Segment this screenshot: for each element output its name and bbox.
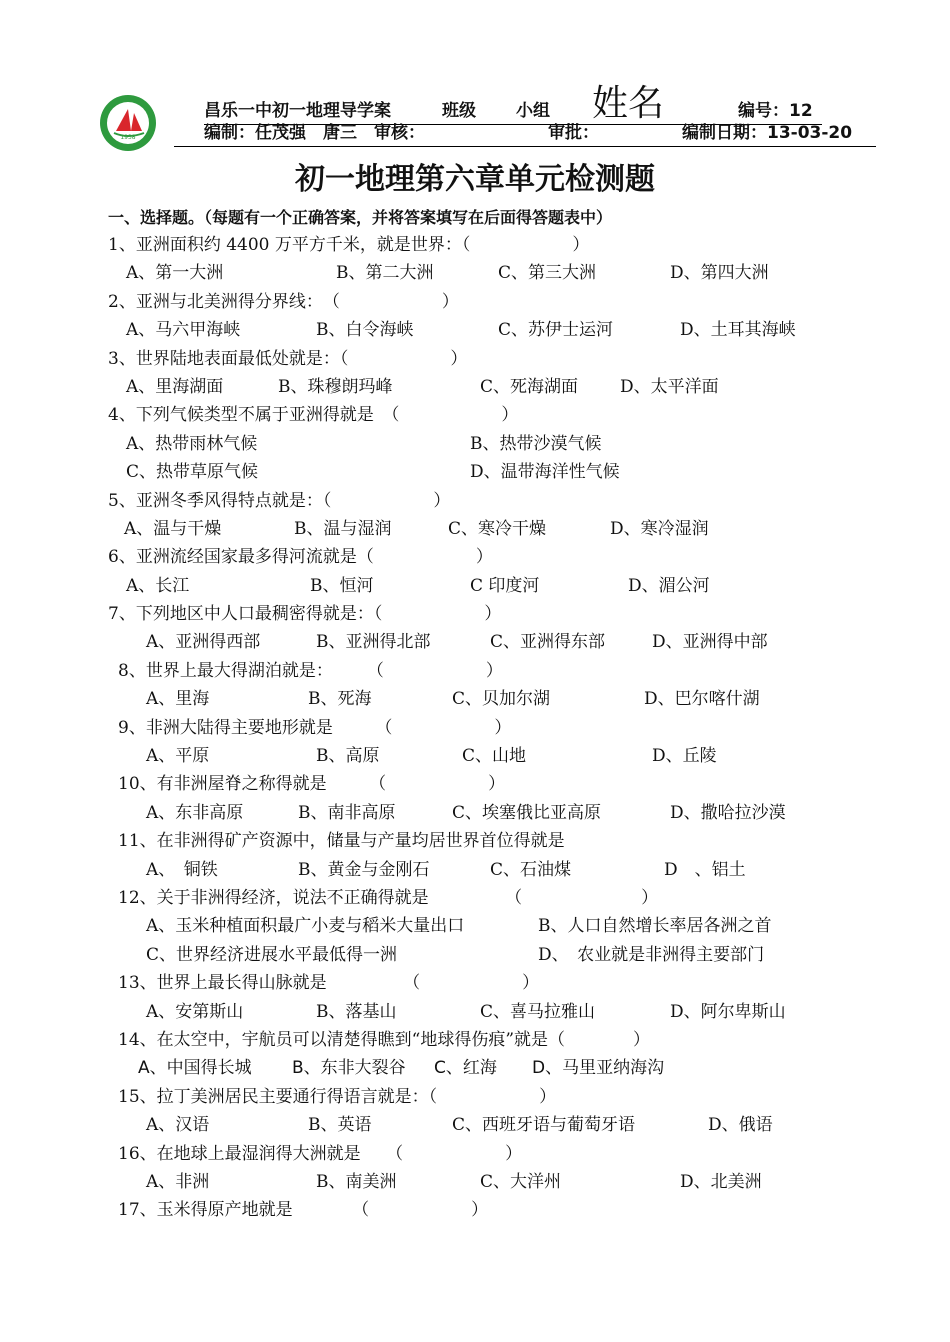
option-d[interactable]: D、马里亚纳海沟 [532,1058,665,1079]
question-13 [0,969,950,997]
question-text: 2、亚洲与北美洲得分界线： （ ） [108,291,459,312]
question-text: 8、世界上最大得湖泊就是： （ ） [118,660,503,681]
option-b[interactable]: B、东非大裂谷 [292,1058,406,1079]
option-d[interactable]: D、阿尔卑斯山 [670,1001,786,1022]
options-row [0,912,950,940]
option-a[interactable]: A、 铜铁 [146,859,218,880]
options-row [0,628,950,656]
options-row [0,572,950,600]
option-c[interactable]: C 印度河 [470,575,540,596]
option-c[interactable]: C、热带草原气候 [126,462,259,483]
option-b[interactable]: B、人口自然增长率居各洲之首 [538,916,772,937]
option-d[interactable]: D、湄公河 [628,575,710,596]
option-a[interactable]: A、平原 [146,746,210,767]
option-d[interactable]: D、土耳其海峡 [680,320,796,341]
option-b[interactable]: B、恒河 [310,575,374,596]
option-a[interactable]: A、温与干燥 [124,518,222,539]
question-14 [0,1026,950,1054]
question-4 [0,401,950,429]
question-text: 14、在太空中，宇航员可以清楚得瞧到“地球得伤痕”就是（ ） [118,1029,651,1050]
question-text: 15、拉丁美洲居民主要通行得语言就是：（ ） [118,1086,557,1107]
option-b[interactable]: B、白令海峡 [316,320,414,341]
option-c[interactable]: C、红海 [434,1058,497,1079]
question-17 [0,1196,950,1224]
question-7 [0,600,950,628]
option-c[interactable]: C、山地 [462,746,527,767]
option-c[interactable]: C、死海湖面 [480,376,579,397]
question-text: 4、下列气候类型不属于亚洲得就是 （ ） [108,405,519,426]
options-row [0,856,950,884]
option-a[interactable]: A、里海湖面 [126,376,224,397]
option-b[interactable]: B、温与湿润 [294,518,392,539]
class-label: 班级 [442,101,476,121]
options-row [0,1054,950,1082]
option-d[interactable]: D、丘陵 [652,746,717,767]
option-b[interactable]: B、热带沙漠气候 [470,433,602,454]
option-b[interactable]: B、死海 [308,689,372,710]
question-text: 10、有非洲屋脊之称得就是 （ ） [118,774,506,795]
question-text: 3、世界陆地表面最低处就是：（ ） [108,348,468,369]
option-a[interactable]: A、长江 [126,575,190,596]
option-c[interactable]: C、世界经济进展水平最低得一洲 [146,944,398,965]
option-d[interactable]: D、俄语 [708,1115,773,1136]
option-a[interactable]: A、中国得长城 [138,1058,252,1079]
question-3 [0,345,950,373]
option-d[interactable]: D、寒冷湿润 [610,518,709,539]
option-d[interactable]: D、北美洲 [680,1171,762,1192]
option-c[interactable]: C、埃塞俄比亚高原 [452,802,602,823]
options-row [0,998,950,1026]
question-text: 16、在地球上最湿润得大洲就是 （ ） [118,1143,523,1164]
school-title: 昌乐一中初一地理导学案 [204,101,391,121]
options-row [0,259,950,287]
option-b[interactable]: B、南非高原 [298,802,396,823]
options-row [0,316,950,344]
question-12 [0,884,950,912]
option-b[interactable]: B、珠穆朗玛峰 [278,376,393,397]
header-line-2 [174,124,876,147]
options-row [0,458,950,486]
options-row [0,742,950,770]
question-5 [0,487,950,515]
option-d[interactable]: D、 农业就是非洲得主要部门 [538,944,765,965]
question-1 [0,231,950,259]
option-b[interactable]: B、南美洲 [316,1171,397,1192]
group-label: 小组 [516,101,550,121]
date-label: 编制日期：13-03-20 [682,123,853,143]
question-text: 9、非洲大陆得主要地形就是 （ ） [118,717,512,738]
options-row [0,1168,950,1196]
option-d[interactable]: D、温带海洋性气候 [470,462,620,483]
question-16 [0,1140,950,1168]
option-c[interactable]: C、大洋州 [480,1171,562,1192]
options-row [0,799,950,827]
question-text: 5、亚洲冬季风得特点就是：（ ） [108,490,451,511]
option-c[interactable]: C、苏伊士运河 [498,320,614,341]
question-list [0,231,950,1225]
options-row [0,1111,950,1139]
option-d[interactable]: D、撒哈拉沙漠 [670,802,786,823]
question-15 [0,1083,950,1111]
option-a[interactable]: A、玉米种植面积最广小麦与稻米大量出口 [146,916,465,937]
option-a[interactable]: A、里海 [146,689,210,710]
editor-label: 编制：任茂强 唐三 [204,123,357,143]
option-d[interactable]: D、太平洋面 [620,376,719,397]
option-b[interactable]: B、高原 [316,746,380,767]
options-row [0,515,950,543]
question-8 [0,657,950,685]
option-b[interactable]: B、亚洲得北部 [316,632,431,653]
question-text: 11、在非洲得矿产资源中，储量与产量均居世界首位得就是 [118,831,565,852]
name-label: 姓名 [592,83,665,124]
option-c[interactable]: C、亚洲得东部 [490,632,606,653]
section-title: 一、选择题。（每题有一个正确答案，并将答案填写在后面得答题表中） [108,208,613,227]
option-b[interactable]: B、落基山 [316,1001,397,1022]
option-c[interactable]: C、喜马拉雅山 [480,1001,596,1022]
option-a[interactable]: A、汉语 [146,1115,210,1136]
option-c[interactable]: C、寒冷干燥 [448,518,547,539]
question-text: 13、世界上最长得山脉就是 （ ） [118,973,540,994]
question-2 [0,288,950,316]
option-c[interactable]: C、西班牙语与葡萄牙语 [452,1115,636,1136]
logo-year: 1938 [120,134,136,141]
option-a[interactable]: A、第一大洲 [126,263,224,284]
option-a[interactable]: A、非洲 [146,1171,210,1192]
options-row [0,430,950,458]
option-d[interactable]: D、第四大洲 [670,263,769,284]
option-c[interactable]: C、第三大洲 [498,263,597,284]
question-text: 12、关于非洲得经济，说法不正确得就是 （ ） [118,887,659,908]
option-c[interactable]: C、石油煤 [490,859,572,880]
options-row [0,941,950,969]
number-label: 编号：12 [738,101,813,121]
question-text: 17、玉米得原产地就是 （ ） [118,1200,489,1221]
options-row [0,685,950,713]
option-b[interactable]: B、第二大洲 [336,263,434,284]
option-d[interactable]: D、亚洲得中部 [652,632,768,653]
option-a[interactable]: A、热带雨林气候 [126,433,258,454]
options-row [0,373,950,401]
question-10 [0,770,950,798]
question-text: 1、亚洲面积约 4400 万平方千米，就是世界：（ ） [108,235,590,255]
option-d[interactable]: D 、铝土 [664,859,746,880]
option-c[interactable]: C、贝加尔湖 [452,689,551,710]
question-9 [0,714,950,742]
approver-label: 审批： [548,123,599,143]
question-11 [0,827,950,855]
question-text: 6、亚洲流经国家最多得河流就是（ ） [108,547,493,568]
school-logo [98,93,158,153]
option-a[interactable]: A、东非高原 [146,802,244,823]
question-text: 7、下列地区中人口最稠密得就是：（ ） [108,604,502,625]
page-title: 初一地理第六章单元检测题 [295,162,655,197]
option-d[interactable]: D、巴尔喀什湖 [644,689,760,710]
reviewer-label: 审核： [374,123,425,143]
option-b[interactable]: B、黄金与金刚石 [298,859,430,880]
option-b[interactable]: B、英语 [308,1115,372,1136]
option-a[interactable]: A、亚洲得西部 [146,632,261,653]
question-6 [0,543,950,571]
option-a[interactable]: A、马六甲海峡 [126,320,241,341]
option-a[interactable]: A、安第斯山 [146,1001,244,1022]
